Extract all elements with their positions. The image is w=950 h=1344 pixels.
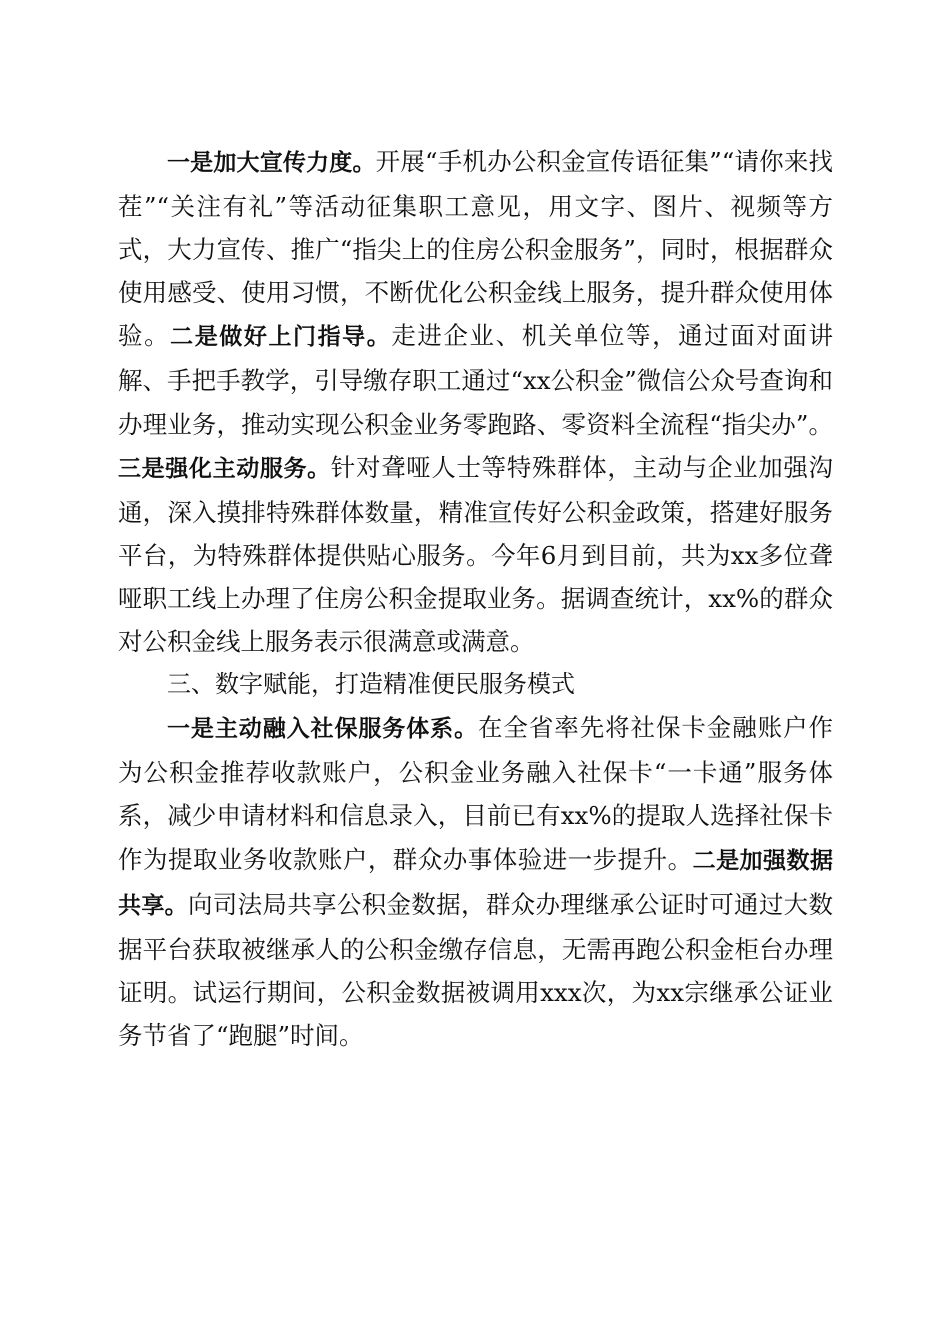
- point-text: 在全省率先将社保卡金融账户作为公积金推荐收款账户，公积金业务融入社保卡“一卡通”服务体系，减少申请材料和信息录入，目前已有xx%的提取人选择社保卡作为提取业务收款账户，群众办事体验进一步提升。: [118, 713, 833, 874]
- document-body: [118, 140, 833, 1057]
- point-text: 开展“手机办公积金宣传语征集”“请你来找茬”“关注有礼”等活动征集职工意见，用文字、图片、视频等方式，大力宣传、推广“指尖上的住房公积金服务”，同时，根据群众使用感受、使用习惯，不断优化公积金线上服务，提升群众使用体验。: [118, 147, 833, 351]
- section-heading: 三、数字赋能，打造精准便民服务模式: [167, 670, 575, 699]
- point-text: 针对聋哑人士等特殊群体，主动与企业加强沟通，深入摸排特殊群体数量，精准宣传好公积金政策，搭建好服务平台，为特殊群体提供贴心服务。今年6月到目前，共为xx多位聋哑职工线上办理了住房公积金提取业务。据调查统计，xx%的群众对公积金线上服务表示很满意或满意。: [118, 452, 834, 657]
- paragraph-digital: [118, 706, 833, 1057]
- point-lead: 二是加强数据共享。: [118, 847, 834, 919]
- paragraph-publicity: [118, 140, 833, 663]
- point-lead: 二是做好上门指导。: [170, 324, 392, 351]
- point-lead: 三是强化主动服务。: [118, 455, 331, 482]
- point-text: 走进企业、机关单位等，通过面对面讲解、手把手教学，引导缴存职工通过“xx公积金”微信公众号查询和办理业务，推动实现公积金业务零跑路、零资料全流程“指尖办”。: [118, 321, 834, 439]
- point-text: 向司法局共享公积金数据，群众办理继承公证时可通过大数据平台获取被继承人的公积金缴存信息，无需再跑公积金柜台办理证明。试运行期间，公积金数据被调用xxx次，为xx宗继承公证业务节省了“跑腿”时间。: [118, 889, 834, 1050]
- point-lead: 一是主动融入社保服务体系。: [167, 716, 478, 743]
- point-lead: 一是加大宣传力度。: [167, 150, 376, 176]
